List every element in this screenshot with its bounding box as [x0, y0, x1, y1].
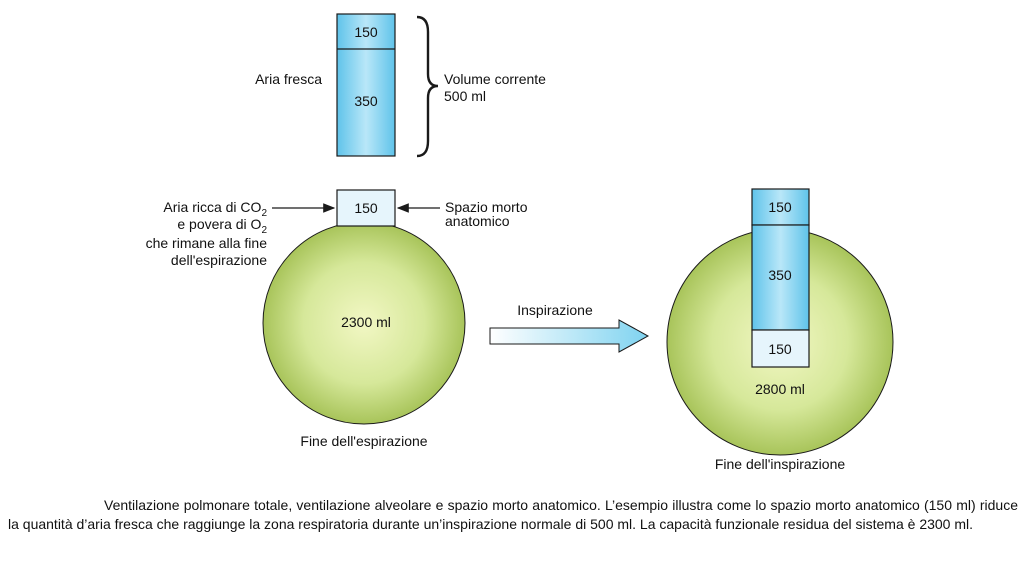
stale-air-line-4: dell'espirazione	[170, 252, 267, 268]
figure-caption: Ventilazione polmonare totale, ventilazione alveolare e spazio morto anatomico. L’esempio illustra come lo spazio morto anatomico (150 ml) riduce la quantità d’aria fresca che raggiunge la zona respiratoria durante un’inspirazione normale di 500 ml. La capacità funzionale residua del sistema è 2300 ml.	[8, 497, 1018, 532]
left-lung-caption: Fine dell'espirazione	[300, 433, 428, 449]
dead-space-label-line-2: anatomico	[445, 213, 510, 229]
tidal-volume-brace	[417, 17, 438, 156]
fresh-air-label: Aria fresca	[255, 71, 322, 87]
right-air-column	[752, 189, 809, 367]
right-lung-volume: 2800 ml	[755, 381, 805, 397]
stale-air-line-1: Aria ricca di $CO_2$	[163, 199, 267, 219]
inspiration-arrow	[490, 320, 648, 352]
left-lung-volume: 2300 ml	[341, 314, 391, 330]
right-column-top-value: 150	[768, 199, 792, 215]
top-air-column	[337, 14, 395, 156]
stale-air-line-2: e povera di $O_2$	[177, 216, 267, 236]
dead-space-value: 150	[354, 200, 378, 216]
right-column-bottom-value: 150	[768, 341, 792, 357]
tidal-volume-label: Volume corrente	[444, 71, 546, 87]
top-column-upper-value: 150	[354, 24, 378, 40]
inspiration-label: Inspirazione	[517, 302, 593, 318]
right-lung-caption: Fine dell'inspirazione	[714, 456, 846, 472]
stale-air-line-3: che rimane alla fine	[145, 235, 267, 251]
dead-space-label-line-1: Spazio morto	[445, 199, 528, 215]
top-column-lower-value: 350	[354, 93, 378, 109]
tidal-volume-value: 500 ml	[444, 88, 487, 104]
right-column-middle-value: 350	[768, 267, 792, 283]
